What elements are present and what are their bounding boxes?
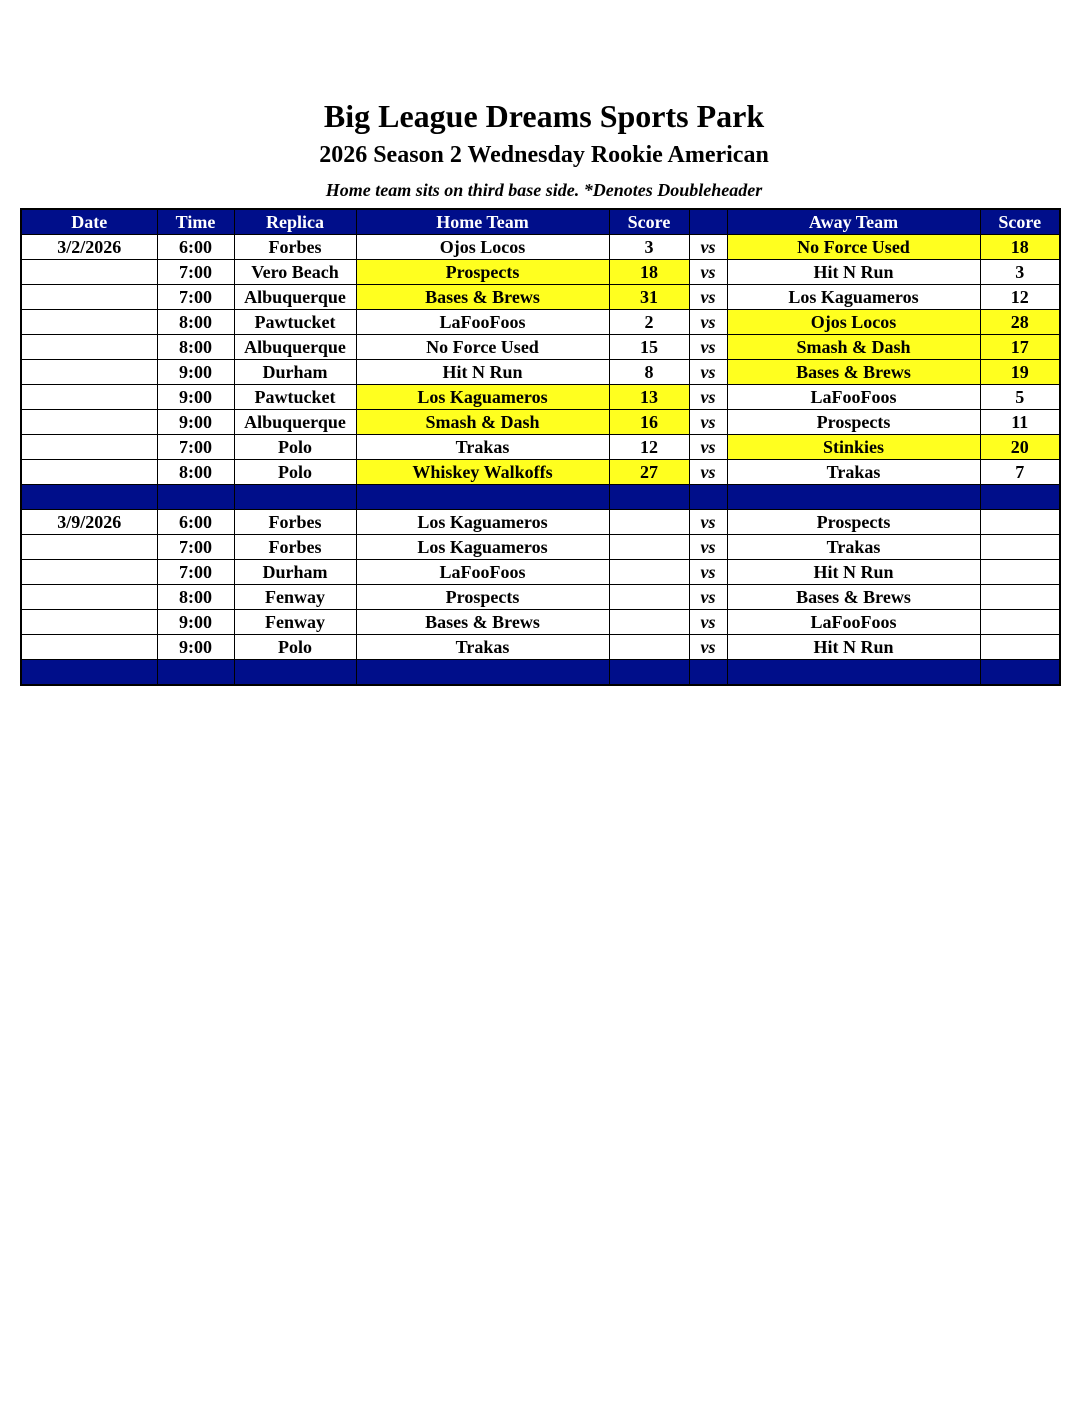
table-row <box>21 260 1060 285</box>
col-header-vs <box>689 209 727 235</box>
date-cell <box>21 435 157 460</box>
replica-cell: Fenway <box>234 610 356 635</box>
home-score-cell <box>609 510 689 535</box>
away-team-cell: Stinkies <box>727 435 980 460</box>
replica-cell: Albuquerque <box>234 335 356 360</box>
table-row <box>21 435 1060 460</box>
away-team-cell: Prospects <box>727 510 980 535</box>
home-team-cell: Whiskey Walkoffs <box>356 460 609 485</box>
vs-cell: vs <box>689 535 727 560</box>
date-cell <box>21 335 157 360</box>
vs-cell: vs <box>689 560 727 585</box>
separator-cell <box>234 485 356 510</box>
separator-cell <box>727 660 980 686</box>
vs-cell: vs <box>689 310 727 335</box>
vs-cell: vs <box>689 360 727 385</box>
away-score-cell <box>980 610 1060 635</box>
time-cell: 9:00 <box>157 610 234 635</box>
separator-cell <box>689 660 727 686</box>
separator-cell <box>356 485 609 510</box>
replica-cell: Polo <box>234 635 356 660</box>
away-score-cell: 12 <box>980 285 1060 310</box>
home-team-cell: Trakas <box>356 635 609 660</box>
home-score-cell: 16 <box>609 410 689 435</box>
home-team-cell: Los Kaguameros <box>356 535 609 560</box>
date-cell <box>21 585 157 610</box>
home-score-cell: 3 <box>609 235 689 260</box>
home-team-cell: Los Kaguameros <box>356 385 609 410</box>
date-cell: 3/2/2026 <box>21 235 157 260</box>
section-separator-row <box>21 660 1060 686</box>
date-cell <box>21 535 157 560</box>
vs-cell: vs <box>689 435 727 460</box>
away-score-cell: 7 <box>980 460 1060 485</box>
away-score-cell: 17 <box>980 335 1060 360</box>
schedule-body <box>21 235 1060 686</box>
col-header-date: Date <box>21 209 157 235</box>
table-row <box>21 535 1060 560</box>
away-team-cell: Hit N Run <box>727 560 980 585</box>
section-separator-row <box>21 485 1060 510</box>
vs-cell: vs <box>689 510 727 535</box>
home-team-cell: Trakas <box>356 435 609 460</box>
table-row <box>21 585 1060 610</box>
col-header-away-score: Score <box>980 209 1060 235</box>
col-header-home-score: Score <box>609 209 689 235</box>
replica-cell: Polo <box>234 435 356 460</box>
date-cell <box>21 360 157 385</box>
time-cell: 9:00 <box>157 635 234 660</box>
vs-cell: vs <box>689 285 727 310</box>
col-header-away-team: Away Team <box>727 209 980 235</box>
away-score-cell: 28 <box>980 310 1060 335</box>
table-row <box>21 560 1060 585</box>
vs-cell: vs <box>689 585 727 610</box>
away-score-cell <box>980 635 1060 660</box>
home-score-cell <box>609 585 689 610</box>
col-header-home-team: Home Team <box>356 209 609 235</box>
home-score-cell: 27 <box>609 460 689 485</box>
replica-cell: Albuquerque <box>234 285 356 310</box>
time-cell: 7:00 <box>157 285 234 310</box>
time-cell: 8:00 <box>157 310 234 335</box>
separator-cell <box>727 485 980 510</box>
away-team-cell: Prospects <box>727 410 980 435</box>
vs-cell: vs <box>689 460 727 485</box>
vs-cell: vs <box>689 610 727 635</box>
away-team-cell: Trakas <box>727 460 980 485</box>
time-cell: 6:00 <box>157 510 234 535</box>
table-row <box>21 335 1060 360</box>
table-row <box>21 385 1060 410</box>
time-cell: 7:00 <box>157 435 234 460</box>
away-score-cell: 19 <box>980 360 1060 385</box>
home-score-cell: 12 <box>609 435 689 460</box>
vs-cell: vs <box>689 260 727 285</box>
col-header-replica: Replica <box>234 209 356 235</box>
replica-cell: Pawtucket <box>234 385 356 410</box>
page-title: Big League Dreams Sports Park <box>323 98 765 134</box>
separator-cell <box>689 485 727 510</box>
away-team-cell: Smash & Dash <box>727 335 980 360</box>
away-team-cell: LaFooFoos <box>727 385 980 410</box>
table-row <box>21 510 1060 535</box>
date-cell <box>21 460 157 485</box>
vs-cell: vs <box>689 335 727 360</box>
home-score-cell: 2 <box>609 310 689 335</box>
schedule-note: Home team sits on third base side. *Denotes Doubleheader <box>325 180 763 200</box>
away-team-cell: Hit N Run <box>727 635 980 660</box>
away-score-cell: 11 <box>980 410 1060 435</box>
replica-cell: Forbes <box>234 535 356 560</box>
time-cell: 7:00 <box>157 560 234 585</box>
home-score-cell <box>609 610 689 635</box>
time-cell: 8:00 <box>157 335 234 360</box>
home-score-cell <box>609 535 689 560</box>
time-cell: 8:00 <box>157 460 234 485</box>
away-team-cell: Trakas <box>727 535 980 560</box>
home-score-cell: 8 <box>609 360 689 385</box>
schedule-table <box>20 208 1061 686</box>
away-team-cell: Bases & Brews <box>727 585 980 610</box>
separator-cell <box>356 660 609 686</box>
time-cell: 7:00 <box>157 260 234 285</box>
separator-cell <box>609 660 689 686</box>
away-score-cell <box>980 510 1060 535</box>
vs-cell: vs <box>689 385 727 410</box>
home-score-cell: 15 <box>609 335 689 360</box>
home-team-cell: Hit N Run <box>356 360 609 385</box>
time-cell: 7:00 <box>157 535 234 560</box>
replica-cell: Durham <box>234 560 356 585</box>
home-score-cell <box>609 560 689 585</box>
away-score-cell: 3 <box>980 260 1060 285</box>
away-team-cell: Los Kaguameros <box>727 285 980 310</box>
home-team-cell: Prospects <box>356 260 609 285</box>
table-row <box>21 310 1060 335</box>
away-score-cell <box>980 535 1060 560</box>
table-row <box>21 360 1060 385</box>
vs-cell: vs <box>689 410 727 435</box>
away-score-cell: 5 <box>980 385 1060 410</box>
home-score-cell: 13 <box>609 385 689 410</box>
page-subtitle: 2026 Season 2 Wednesday Rookie American <box>319 142 769 168</box>
home-team-cell: Bases & Brews <box>356 610 609 635</box>
replica-cell: Fenway <box>234 585 356 610</box>
replica-cell: Polo <box>234 460 356 485</box>
time-cell: 9:00 <box>157 410 234 435</box>
home-team-cell: Bases & Brews <box>356 285 609 310</box>
col-header-time: Time <box>157 209 234 235</box>
separator-cell <box>980 660 1060 686</box>
separator-cell <box>21 485 157 510</box>
home-team-cell: No Force Used <box>356 335 609 360</box>
time-cell: 9:00 <box>157 360 234 385</box>
vs-cell: vs <box>689 235 727 260</box>
time-cell: 9:00 <box>157 385 234 410</box>
home-score-cell: 31 <box>609 285 689 310</box>
separator-cell <box>609 485 689 510</box>
home-score-cell <box>609 635 689 660</box>
separator-cell <box>157 660 234 686</box>
separator-cell <box>980 485 1060 510</box>
replica-cell: Forbes <box>234 510 356 535</box>
home-team-cell: Ojos Locos <box>356 235 609 260</box>
away-score-cell <box>980 560 1060 585</box>
separator-cell <box>234 660 356 686</box>
replica-cell: Vero Beach <box>234 260 356 285</box>
home-score-cell: 18 <box>609 260 689 285</box>
table-row <box>21 460 1060 485</box>
date-cell <box>21 560 157 585</box>
date-cell <box>21 610 157 635</box>
separator-cell <box>21 660 157 686</box>
date-cell <box>21 310 157 335</box>
away-team-cell: No Force Used <box>727 235 980 260</box>
replica-cell: Durham <box>234 360 356 385</box>
away-team-cell: Ojos Locos <box>727 310 980 335</box>
date-cell: 3/9/2026 <box>21 510 157 535</box>
separator-cell <box>157 485 234 510</box>
table-row <box>21 635 1060 660</box>
home-team-cell: Los Kaguameros <box>356 510 609 535</box>
replica-cell: Pawtucket <box>234 310 356 335</box>
replica-cell: Albuquerque <box>234 410 356 435</box>
table-row <box>21 235 1060 260</box>
away-team-cell: Bases & Brews <box>727 360 980 385</box>
header-row <box>21 209 1060 235</box>
away-team-cell: Hit N Run <box>727 260 980 285</box>
home-team-cell: Smash & Dash <box>356 410 609 435</box>
away-score-cell <box>980 585 1060 610</box>
replica-cell: Forbes <box>234 235 356 260</box>
home-team-cell: Prospects <box>356 585 609 610</box>
away-team-cell: LaFooFoos <box>727 610 980 635</box>
date-cell <box>21 385 157 410</box>
date-cell <box>21 635 157 660</box>
time-cell: 8:00 <box>157 585 234 610</box>
time-cell: 6:00 <box>157 235 234 260</box>
date-cell <box>21 410 157 435</box>
table-row <box>21 285 1060 310</box>
away-score-cell: 18 <box>980 235 1060 260</box>
home-team-cell: LaFooFoos <box>356 560 609 585</box>
vs-cell: vs <box>689 635 727 660</box>
table-row <box>21 410 1060 435</box>
away-score-cell: 20 <box>980 435 1060 460</box>
table-row <box>21 610 1060 635</box>
home-team-cell: LaFooFoos <box>356 310 609 335</box>
date-cell <box>21 285 157 310</box>
date-cell <box>21 260 157 285</box>
